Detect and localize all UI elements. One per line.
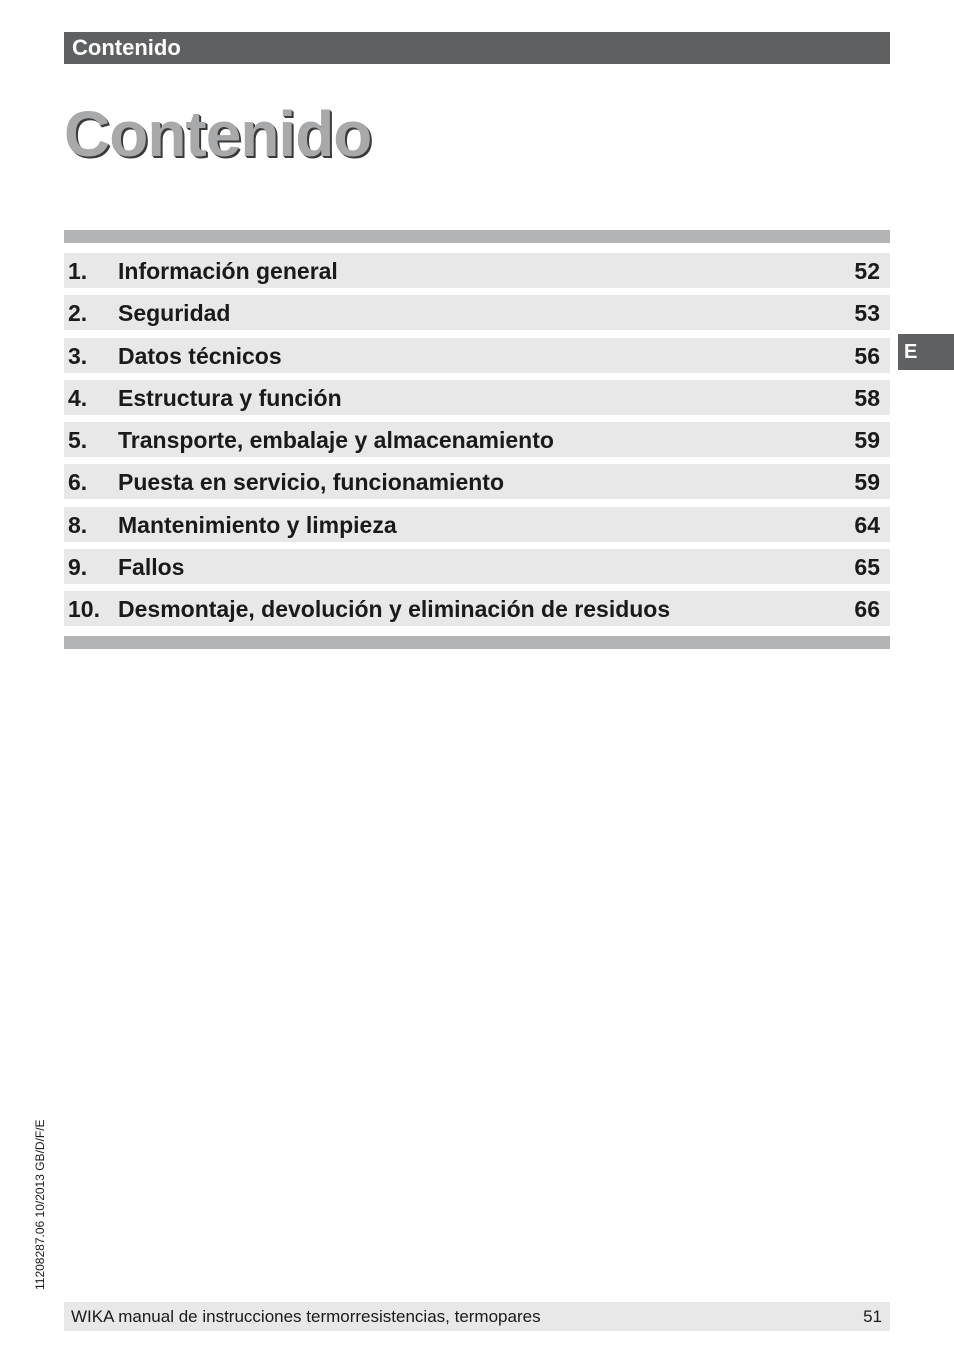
toc-entry-page: 59 bbox=[854, 427, 880, 454]
toc-entry-page: 52 bbox=[854, 258, 880, 284]
toc-entry-page: 59 bbox=[854, 469, 880, 496]
page-number: 51 bbox=[863, 1307, 882, 1326]
toc-entry[interactable] bbox=[64, 422, 890, 457]
footer-bar bbox=[64, 1302, 890, 1331]
toc-entry[interactable] bbox=[64, 338, 890, 373]
toc-entry-page: 66 bbox=[854, 596, 880, 623]
toc-entry-number: 4. bbox=[68, 384, 88, 411]
table-of-contents bbox=[64, 253, 890, 634]
toc-entry-number: 10. bbox=[68, 596, 100, 623]
header-bar bbox=[64, 32, 890, 64]
document-code: 11208287.06 10/2013 GB/D/F/E bbox=[33, 1119, 47, 1290]
toc-entry[interactable] bbox=[64, 253, 890, 288]
toc-entry[interactable] bbox=[64, 591, 890, 626]
page-title: Contenido bbox=[64, 98, 372, 170]
language-tab-label: E bbox=[904, 341, 918, 363]
toc-entry-title: Estructura y función bbox=[118, 384, 342, 411]
toc-entry-title: Seguridad bbox=[118, 300, 231, 327]
toc-entry-number: 9. bbox=[68, 554, 88, 581]
toc-entry-number: 2. bbox=[68, 300, 88, 327]
toc-entry[interactable] bbox=[64, 380, 890, 415]
toc-entry-page: 58 bbox=[854, 384, 880, 411]
toc-entry-page: 64 bbox=[854, 511, 880, 538]
toc-entry-page: 56 bbox=[854, 342, 880, 369]
footer-text: WIKA manual de instrucciones termorresistencias, termopares bbox=[71, 1307, 541, 1326]
toc-entry-title: Datos técnicos bbox=[118, 342, 282, 369]
toc-entry-page: 53 bbox=[854, 300, 880, 327]
toc-entry[interactable] bbox=[64, 549, 890, 584]
toc-entry-number: 1. bbox=[68, 258, 88, 284]
toc-entry-title: Información general bbox=[118, 258, 338, 284]
toc-entry-number: 5. bbox=[68, 427, 88, 454]
toc-entry-number: 3. bbox=[68, 342, 88, 369]
language-tab bbox=[898, 334, 954, 370]
toc-entry-title: Mantenimiento y limpieza bbox=[118, 511, 397, 538]
toc-entry-page: 65 bbox=[854, 554, 880, 581]
toc-entry-title: Desmontaje, devolución y eliminación de residuos bbox=[118, 596, 671, 623]
toc-entry-number: 6. bbox=[68, 469, 88, 496]
toc-entry[interactable] bbox=[64, 464, 890, 499]
toc-entry[interactable] bbox=[64, 295, 890, 330]
header-section-label: Contenido bbox=[72, 35, 181, 60]
toc-entry-title: Puesta en servicio, funcionamiento bbox=[118, 469, 504, 496]
toc-entry[interactable] bbox=[64, 507, 890, 542]
toc-top-rule bbox=[64, 230, 890, 243]
toc-entry-number: 8. bbox=[68, 511, 88, 538]
toc-bottom-rule bbox=[64, 636, 890, 649]
toc-entry-title: Transporte, embalaje y almacenamiento bbox=[118, 427, 554, 454]
toc-entry-title: Fallos bbox=[118, 554, 185, 581]
